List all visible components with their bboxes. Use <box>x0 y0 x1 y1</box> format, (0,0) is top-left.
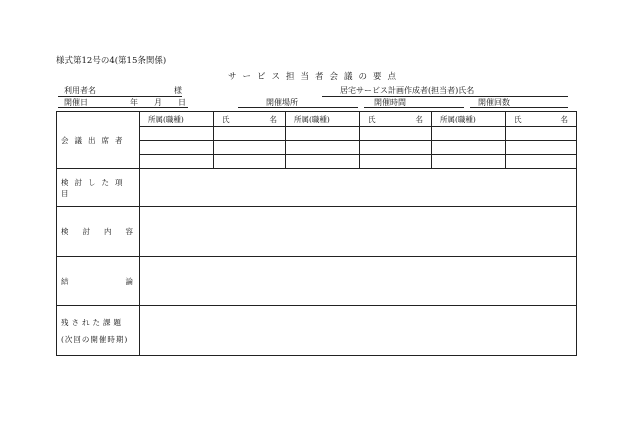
name-header-3 <box>506 112 577 127</box>
time-underline <box>364 107 464 108</box>
conclusion-label-char-2: 論 <box>125 276 133 286</box>
attendee-cell[interactable] <box>506 141 577 155</box>
affiliation-header-3 <box>432 112 506 127</box>
attendee-cell[interactable] <box>214 155 286 169</box>
year-label: 年 <box>130 98 138 107</box>
honorific-label: 様 <box>174 86 182 95</box>
attendee-cell[interactable] <box>432 155 506 169</box>
place-underline <box>238 107 358 108</box>
attendee-cell[interactable] <box>432 141 506 155</box>
attendees-label: 会議出席者 <box>57 112 140 169</box>
affiliation-header-2-text: 所属(職種) <box>294 114 330 124</box>
name-header-1-right: 名 <box>269 114 277 124</box>
attendee-cell[interactable] <box>140 127 214 141</box>
attendee-cell[interactable] <box>432 127 506 141</box>
date-underline <box>58 107 188 108</box>
day-label: 日 <box>178 98 186 107</box>
remaining-issues-row <box>57 306 577 356</box>
conclusion-label-char-1: 結 <box>61 276 69 286</box>
conclusion-label <box>57 257 140 306</box>
form-number: 様式第12号の4(第15条関係) <box>56 56 167 66</box>
attendee-cell[interactable] <box>286 141 360 155</box>
meeting-time-label: 開催時間 <box>374 98 406 107</box>
count-underline <box>470 107 568 108</box>
remaining-issues-field[interactable] <box>140 306 577 356</box>
month-label: 月 <box>154 98 162 107</box>
user-name-label: 利用者名 <box>64 86 96 95</box>
attendee-cell[interactable] <box>286 155 360 169</box>
attendee-cell[interactable] <box>360 127 432 141</box>
content-label-char-1: 検 <box>61 227 69 236</box>
reviewed-items-row <box>57 169 577 207</box>
meeting-date-label: 開催日 <box>64 98 88 107</box>
name-header-1 <box>214 112 286 127</box>
discussion-content-field[interactable] <box>140 207 577 257</box>
attendee-cell[interactable] <box>214 127 286 141</box>
affiliation-header-1-text: 所属(職種) <box>148 114 184 124</box>
meeting-summary-table <box>56 111 577 356</box>
attendee-cell[interactable] <box>506 127 577 141</box>
attendee-cell[interactable] <box>140 141 214 155</box>
remaining-issues-label-line1: 残された課題 <box>61 317 124 327</box>
content-label-char-3: 内 <box>104 227 112 236</box>
remaining-issues-label <box>57 306 140 356</box>
page-title: サービス担当者会議の要点 <box>227 72 402 82</box>
attendee-cell[interactable] <box>506 155 577 169</box>
discussion-content-row <box>57 207 577 257</box>
attendee-cell[interactable] <box>360 141 432 155</box>
discussion-content-label <box>57 207 140 257</box>
meeting-place-label: 開催場所 <box>266 98 298 107</box>
meeting-count-label: 開催回数 <box>478 98 510 107</box>
attendee-cell[interactable] <box>214 141 286 155</box>
affiliation-header-1 <box>140 112 214 127</box>
content-label-char-2: 討 <box>82 227 90 236</box>
name-header-1-left: 氏 <box>222 114 230 124</box>
attendee-cell[interactable] <box>286 127 360 141</box>
name-header-3-right: 名 <box>560 114 568 124</box>
planner-name-label: 居宅サービス計画作成者(担当者)氏名 <box>340 86 475 95</box>
content-label-char-4: 容 <box>125 227 133 236</box>
conclusion-row <box>57 257 577 306</box>
reviewed-items-label: 検討した項目 <box>57 169 140 207</box>
conclusion-field[interactable] <box>140 257 577 306</box>
attendee-cell[interactable] <box>360 155 432 169</box>
attendees-header-row <box>57 112 577 127</box>
planner-name-underline <box>322 96 568 97</box>
name-header-2 <box>360 112 432 127</box>
name-header-2-left: 氏 <box>368 114 376 124</box>
affiliation-header-2 <box>286 112 360 127</box>
next-meeting-label: (次回の開催時期) <box>61 334 129 344</box>
name-header-3-left: 氏 <box>514 114 522 124</box>
reviewed-items-field[interactable] <box>140 169 577 207</box>
attendee-cell[interactable] <box>140 155 214 169</box>
name-header-2-right: 名 <box>415 114 423 124</box>
affiliation-header-3-text: 所属(職種) <box>440 114 476 124</box>
